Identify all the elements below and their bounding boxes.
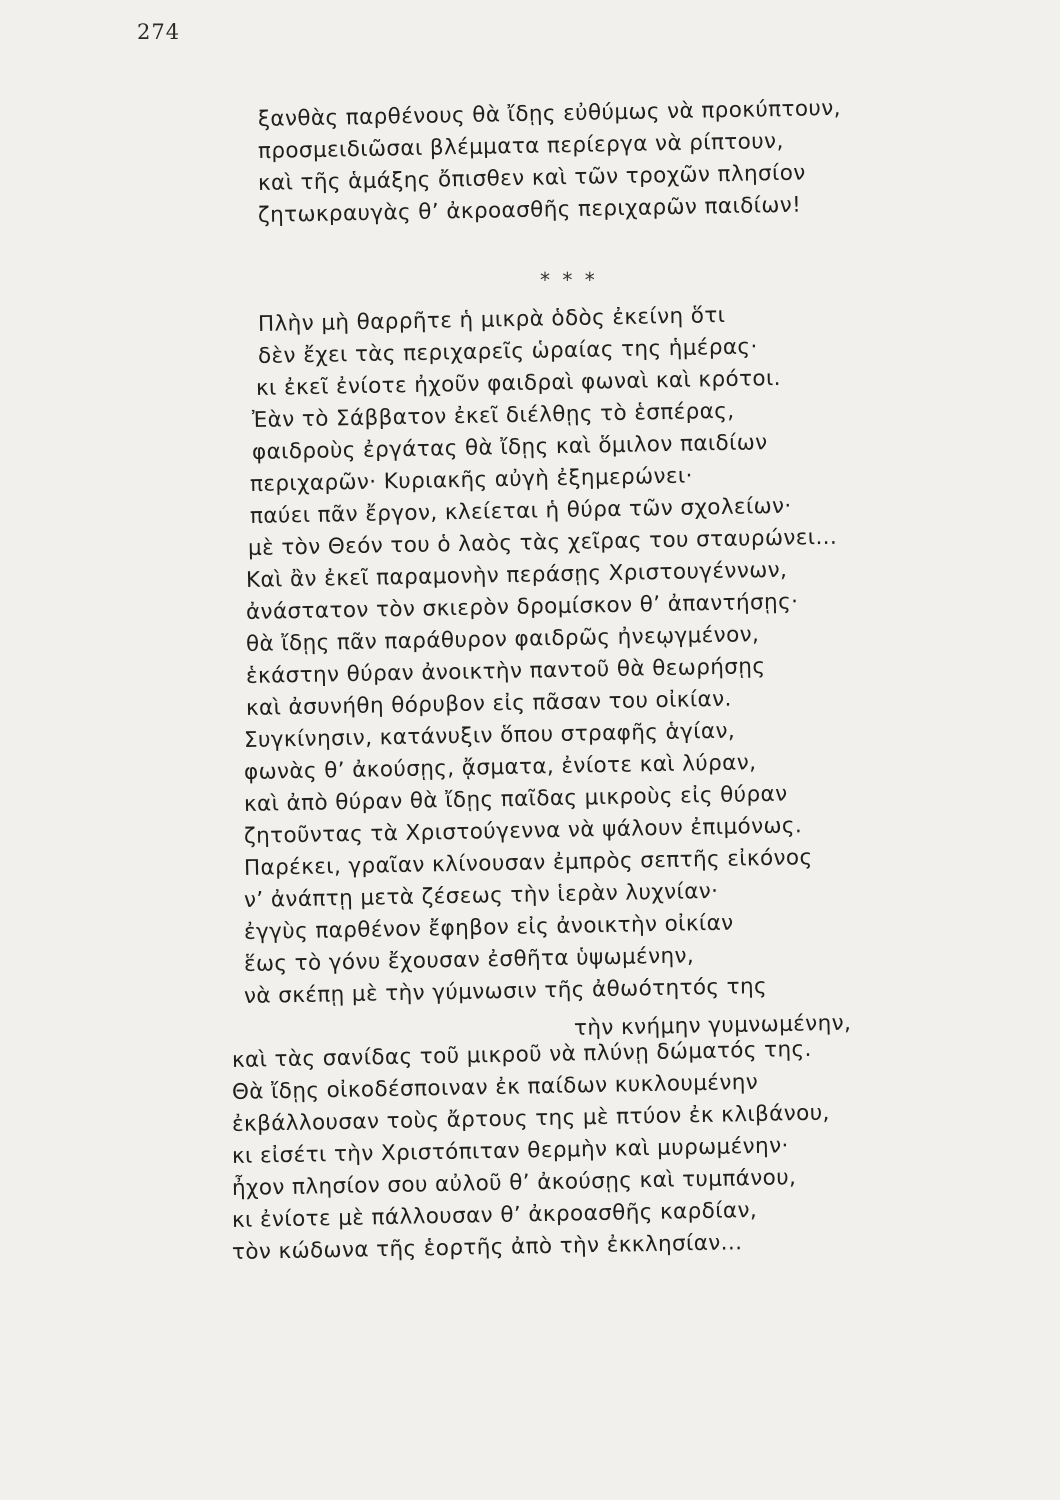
poem-line-indented: τὴν κνήμην γυμνωμένην,: [573, 1010, 852, 1041]
poem-line: νὰ σκέπῃ μὲ τὴν γύμνωσιν τῆς ἀθωότητός της: [243, 973, 768, 1009]
poem-line: ἑκάστην θύραν ἀνοικτὴν παντοῦ θὰ θεωρήσῃς: [245, 654, 766, 689]
poem-line: καὶ τῆς ἁμάξης ὄπισθεν καὶ τῶν τροχῶν πλησίον: [257, 160, 806, 196]
poem-line: Ἐὰν τὸ Σάββατον ἐκεῖ διέλθῃς τὸ ἑσπέρας,: [251, 398, 735, 433]
poem-line: ζητωκραυγὰς θ’ ἀκροασθῆς περιχαρῶν παιδίων!: [257, 192, 802, 228]
poem-line: φαιδροὺς ἐργάτας θὰ ἴδῃς καὶ ὅμιλον παιδίων: [251, 430, 768, 465]
poem-line: κι ἐκεῖ ἐνίοτε ἠχοῦν φαιδραὶ φωναὶ καὶ κρότοι.: [255, 365, 782, 401]
poem-line: ξανθὰς παρθένους θὰ ἴδῃς εὐθύμως νὰ προκύπτουν,: [257, 95, 842, 132]
poem-line: ἐγγὺς παρθένον ἔφηβον εἰς ἀνοικτὴν οἰκίαν: [243, 910, 734, 945]
poem-line: ἀνάστατον τὸν σκιερὸν δρομίσκον θ’ ἀπαντήσῃς·: [245, 589, 799, 625]
poem-line: καὶ ἀπὸ θύραν θὰ ἴδῃς παῖδας μικροὺς εἰς θύραν: [243, 781, 788, 817]
poem-line: καὶ ἀσυνήθη θόρυβον εἰς πᾶσαν του οἰκίαν.: [245, 686, 732, 721]
poem-line: θὰ ἴδῃς πᾶν παράθυρον φαιδρῶς ἠνεῳγμένον,: [245, 622, 760, 657]
poem-line: ζητοῦντας τὰ Χριστούγεννα νὰ ψάλουν ἐπιμόνως.: [243, 813, 803, 849]
poem-line: ν’ ἀνάπτῃ μετὰ ζέσεως τὴν ἱερὰν λυχνίαν·: [243, 878, 719, 913]
poem-line: Θὰ ἴδῃς οἰκοδέσποιναν ἐκ παίδων κυκλουμένην: [231, 1069, 759, 1105]
poem-line: Καὶ ἂν ἐκεῖ παραμονὴν περάσῃς Χριστουγέννων,: [245, 557, 788, 593]
poem-line: κι ἐνίοτε μὲ πάλλουσαν θ’ ἀκροασθῆς καρδίαν,: [231, 1197, 758, 1233]
poem-line: τὸν κώδωνα τῆς ἑορτῆς ἀπὸ τὴν ἐκκλησίαν...: [231, 1230, 743, 1265]
poem-line: Παρέκει, γραῖαν κλίνουσαν ἐμπρὸς σεπτῆς εἰκόνος: [243, 845, 813, 881]
poem-line: ἕως τὸ γόνυ ἔχουσαν ἐσθῆτα ὑψωμένην,: [243, 943, 695, 977]
poem-line: περιχαρῶν· Κυριακῆς αὐγὴ ἐξημερώνει·: [249, 463, 694, 497]
poem-line: καὶ τὰς σανίδας τοῦ μικροῦ νὰ πλύνῃ δώματός της.: [231, 1036, 812, 1073]
poem-line: δὲν ἔχει τὰς περιχαρεῖς ὡραίας της ἡμέρας·: [257, 334, 758, 369]
page-number: 274: [137, 20, 181, 44]
poem-line: ἦχον πλησίον σου αὐλοῦ θ’ ἀκούσῃς καὶ τυμπάνου,: [231, 1165, 797, 1201]
poem-line: ἐκβάλλουσαν τοὺς ἄρτους της μὲ πτύον ἐκ κλιβάνου,: [231, 1100, 831, 1137]
poem-line: Συγκίνησιν, κατάνυξιν ὅπου στραφῆς ἁγίαν,: [243, 718, 736, 753]
stanza-separator: * * *: [540, 268, 598, 292]
poem-line: μὲ τὸν Θεόν του ὁ λαὸς τὰς χεῖρας του σταυρώνει...: [247, 524, 838, 561]
poem-line: παύει πᾶν ἔργον, κλείεται ἡ θύρα τῶν σχολείων·: [249, 493, 792, 529]
poem-line: κι εἰσέτι τὴν Χριστόπιταν θερμὴν καὶ μυρωμένην·: [231, 1133, 789, 1169]
poem-line: Πλὴν μὴ θαρρῆτε ἡ μικρὰ ὁδὸς ἐκείνη ὅτι: [257, 303, 726, 337]
poem-line: φωνὰς θ’ ἀκούσῃς, ᾄσματα, ἐνίοτε καὶ λύραν,: [243, 750, 757, 785]
poem-line: προσμειδιῶσαι βλέμματα περίεργα νὰ ρίπτουν,: [257, 128, 784, 164]
